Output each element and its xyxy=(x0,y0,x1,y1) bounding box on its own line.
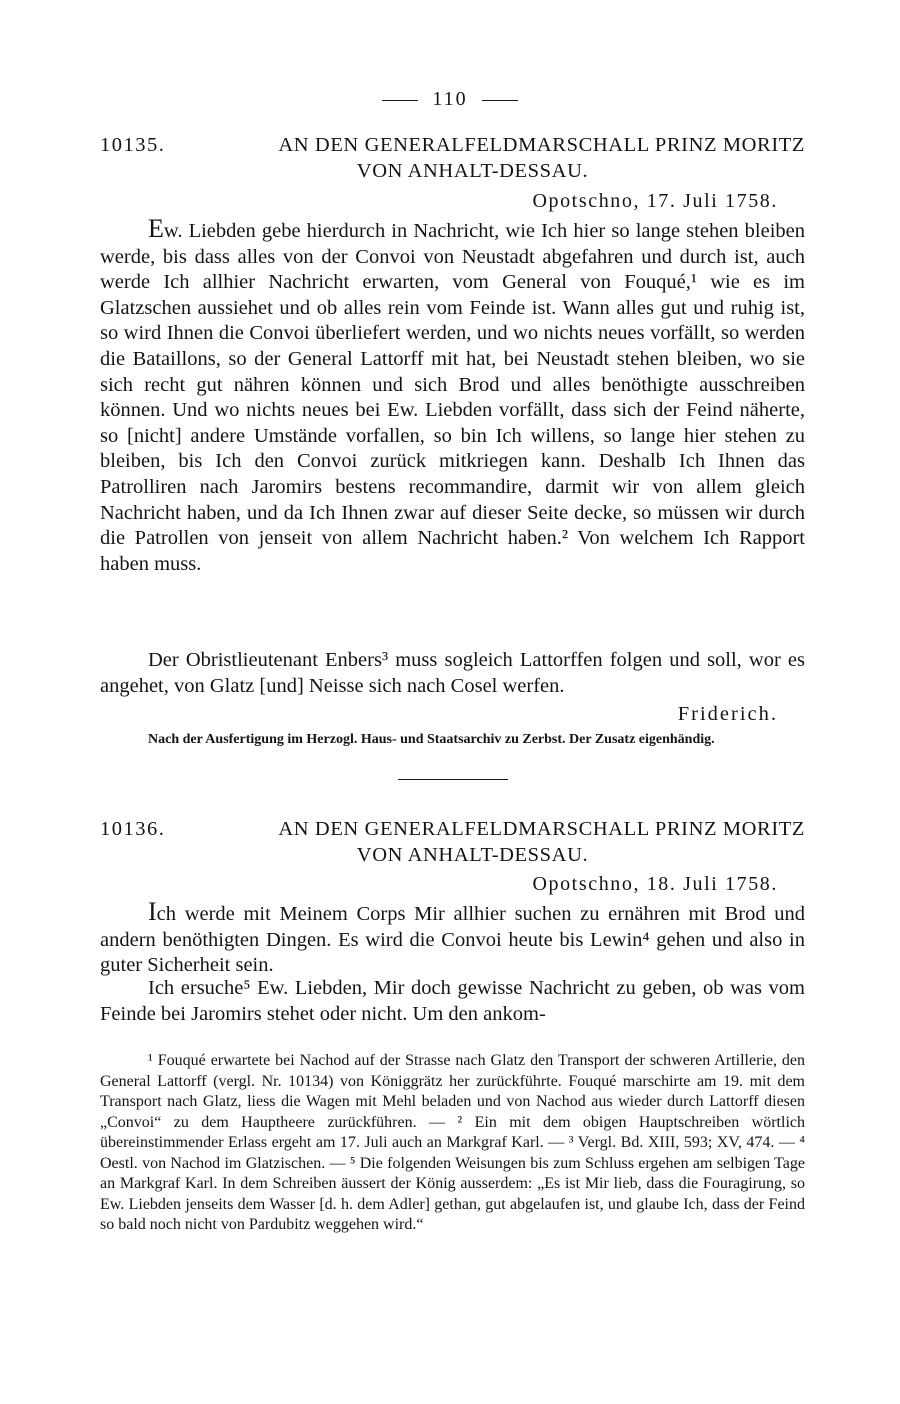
section-divider xyxy=(398,779,508,780)
paragraph-text: ch werde mit Meinem Corps Mir allhier suchen zu ernähren mit Brod und andern benöthigten Dingen. Es wird die Convoi heute bis Lewin⁴ gehen und also in guter Sicherheit sein. xyxy=(100,903,805,977)
letter-heading-10135 xyxy=(100,132,805,184)
page-number: 110 xyxy=(432,88,468,110)
footnotes: ¹ Fouqué erwartete bei Nachod auf der Strasse nach Glatz den Transport der schweren Artillerie, den General Lattorff (vergl. Nr. 10134) von Königgrätz her zurückführte. Fouqué marschirte am 19. mit dem Transport nach Glatz, liess die Wagen mit Mehl beladen und von Nachod aus wieder durch Lattorff diesen „Convoi“ zu dem Hauptheere zurückführen. — ² Ein mit dem obigen Hauptschreiben wörtlich übereinstimmender Erlass ergeht am 17. Juli auch an Markgraf Karl. — ³ Vergl. Bd. XIII, 593; XV, 474. — ⁴ Oestl. von Nachod im Glatzischen. — ⁵ Die folgenden Weisungen bis zum Schluss ergehen am selbigen Tage an Markgraf Karl. In dem Schreiben äussert der König ausserdem: „Es ist Mir lieb, dass die Fouragirung, so Ew. Liebden jenseits dem Wasser [d. h. dem Adler] gethan, gut abgelaufen ist, und glaube Ich, dass der Feind so bald noch nicht von Pardubitz weggehen wird.“ xyxy=(100,1052,805,1233)
paragraph-text: w. Liebden gebe hierdurch in Nachricht, wie Ich hier so lange stehen bleiben werde, bis dass alles von der Convoi von Neustadt abgefahren und durch ist, auch werde Ich allhier Nachricht erwarten, vom General von Fouqué,¹ wie es im Glatzschen aussiehet und ob alles rein vom Feinde ist. Wann alles gut und ruhig ist, so wird Ihnen die Convoi überliefert werden, und wo nichts neues vorfällt, so werden die Bataillons, so der General Lattorff mit hat, bei Neustadt stehen bleiben, wo sie sich recht gut nähren können und sich Brod und alles benöthigte ausschreiben können. Und wo nichts neues bei Ew. Liebden vorfällt, dass sich der Feind näherte, so [nicht] andere Umstände vorfallen, so bin Ich willens, so lange hier stehen zu bleiben, bis Ich den Convoi zurück mitkriegen kann. Deshalb Ich Ihnen das Patrolliren nach Jaromirs bestens recommandire, darmit wir von allem gleich Nachricht haben, und da Ich Ihnen zwar auf dieser Seite decke, so müssen wir durch die Patrollen von jenseit von allem Nachricht haben.² Von welchem Ich Rapport haben muss. xyxy=(100,220,805,575)
letter-number: 10135. xyxy=(100,134,166,156)
letter-title-continued: VON ANHALT-DESSAU. xyxy=(356,844,589,866)
letter-dateline: Opotschno, 18. Juli 1758. xyxy=(532,873,778,895)
letter-title: AN DEN GENERALFELDMARSCHALL PRINZ MORITZ xyxy=(278,818,805,840)
letter-postscript-paragraph: Der Obristlieutenant Enbers³ muss sogleich Lattorffen folgen und soll, wor es angehet, von Glatz [und] Neisse sich nach Cosel werfen. xyxy=(100,649,805,697)
letter-body-paragraph xyxy=(100,216,805,577)
page-number-dash-right xyxy=(482,100,518,101)
page-number-header xyxy=(0,88,900,111)
initial-letter: I xyxy=(148,897,157,926)
letter-dateline: Opotschno, 17. Juli 1758. xyxy=(532,190,778,212)
letter-body-paragraph: Ich ersuche⁵ Ew. Liebden, Mir doch gewisse Nachricht zu geben, ob was vom Feinde bei Jaromirs stehet oder nicht. Um den ankom- xyxy=(100,977,805,1025)
letter-title: AN DEN GENERALFELDMARSCHALL PRINZ MORITZ xyxy=(278,134,805,156)
letter-heading-10136 xyxy=(100,816,805,868)
signature: Friderich. xyxy=(677,703,778,725)
source-note: Nach der Ausfertigung im Herzogl. Haus- und Staatsarchiv zu Zerbst. Der Zusatz eigenhändig. xyxy=(148,732,715,747)
page-number-dash-left xyxy=(382,100,418,101)
initial-letter: E xyxy=(148,214,164,243)
letter-body-paragraph xyxy=(100,899,805,979)
letter-title-continued: VON ANHALT-DESSAU. xyxy=(356,160,589,182)
letter-number: 10136. xyxy=(100,818,166,840)
